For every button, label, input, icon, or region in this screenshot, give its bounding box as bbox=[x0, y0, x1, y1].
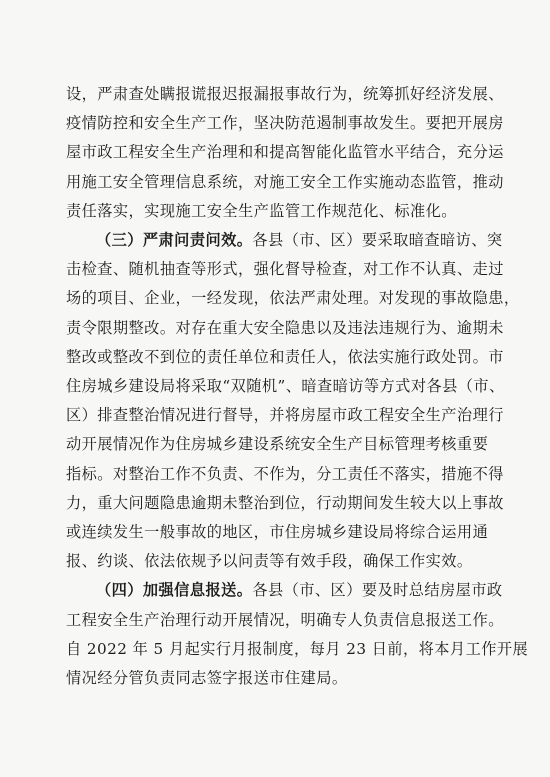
paragraph-accountability bbox=[66, 226, 520, 576]
text-line bbox=[66, 576, 503, 605]
text-line: 场的项目、企业，一经发现，依法严肃处理。对发现的事故隐患， bbox=[66, 289, 520, 308]
paragraph-info-reporting bbox=[66, 576, 529, 693]
text-line: 住房城乡建设局将采取“双随机”、暗查暗访等方式对各县（市、 bbox=[66, 377, 505, 396]
text-fragment: 各县（市、区）要及时总结房屋市政 bbox=[252, 581, 503, 600]
text-line: 力，重大问题隐患逾期未整治到位，行动期间发生较大以上事故 bbox=[66, 493, 504, 512]
text-line: 整改或整改不到位的责任单位和责任人，依法实施行政处罚。市 bbox=[66, 347, 504, 366]
text-line: 屋市政工程安全生产治理和和提高智能化监管水平结合，充分运 bbox=[66, 143, 504, 162]
text-line: 工程安全生产治理行动开展情况，明确专人负责信息报送工作。 bbox=[66, 610, 504, 629]
text-line: 责任落实，实现施工安全生产监管工作规范化、标准化。 bbox=[66, 201, 457, 220]
text-line: 设，严肃查处瞒报谎报迟报漏报事故行为，统筹抓好经济发展、 bbox=[66, 85, 504, 103]
section-heading-info-reporting: （四）加强信息报送。 bbox=[96, 581, 253, 600]
text-line: 击检查、随机抽查等形式，强化督导检查，对工作不认真、走过 bbox=[66, 260, 504, 279]
text-line bbox=[66, 226, 503, 255]
text-line: 或连续发生一般事故的地区，市住房城乡建设局将综合运用通 bbox=[66, 523, 489, 542]
paragraph-safety-supervision bbox=[66, 80, 504, 226]
document-body bbox=[66, 80, 529, 693]
text-fragment: 各县（市、区）要采取暗查暗访、突 bbox=[252, 231, 503, 250]
text-line: 区）排查整治情况进行督导，并将房屋市政工程安全生产治理行 bbox=[66, 406, 504, 425]
text-line: 自 2022 年 5 月起实行月报制度，每月 23 日前，将本月工作开展 bbox=[66, 639, 529, 658]
text-line: 用施工安全管理信息系统，对施工安全工作实施动态监管，推动 bbox=[66, 172, 504, 191]
section-heading-accountability: （三）严肃问责问效。 bbox=[96, 231, 253, 250]
text-line: 疫情防控和安全生产工作，坚决防范遏制事故发生。要把开展房 bbox=[66, 114, 504, 133]
text-line: 情况经分管负责同志签字报送市住建局。 bbox=[66, 669, 348, 688]
text-line: 责令限期整改。对存在重大安全隐患以及违法违规行为、逾期未 bbox=[66, 318, 504, 337]
text-line: 动开展情况作为住房城乡建设系统安全生产目标管理考核重要 bbox=[66, 435, 489, 454]
text-line: 指标。对整治工作不负责、不作为，分工责任不落实，措施不得 bbox=[66, 464, 504, 483]
text-line: 报、约谈、依法依规予以问责等有效手段，确保工作实效。 bbox=[66, 552, 473, 571]
